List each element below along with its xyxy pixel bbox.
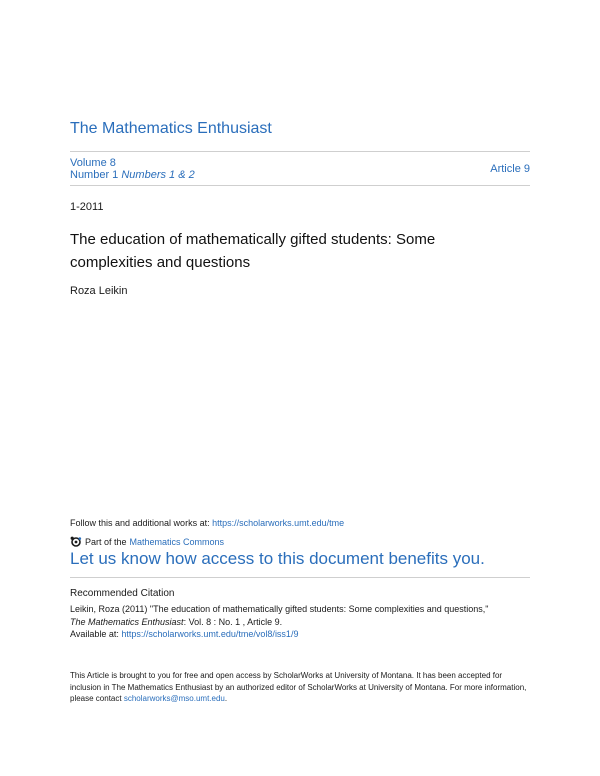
access-notice — [70, 670, 530, 705]
citation-heading: Recommended Citation — [70, 588, 175, 599]
author-name: Roza Leikin — [70, 285, 128, 297]
citation-line2 — [70, 616, 530, 629]
contact-email-link[interactable]: scholarworks@mso.umt.edu — [123, 694, 225, 703]
publication-date: 1-2011 — [70, 201, 104, 213]
citation-body — [70, 603, 530, 641]
number-link[interactable]: Number 1 — [70, 169, 119, 181]
volume-issue — [70, 157, 195, 181]
follow-url-link[interactable]: https://scholarworks.umt.edu/tme — [212, 518, 345, 528]
article-title: The education of mathematically gifted students: Some complexities and questions — [70, 231, 436, 271]
commons-network-icon — [70, 536, 82, 548]
mathematics-commons-link[interactable]: Mathematics Commons — [129, 537, 225, 547]
issue-line — [70, 169, 195, 181]
citation-line3 — [70, 628, 530, 641]
part-of-line — [70, 536, 224, 548]
divider-bottom — [70, 185, 530, 186]
citation-volinfo: : Vol. 8 : No. 1 , Article 9. — [183, 616, 283, 627]
follow-line — [70, 518, 344, 528]
let-us-know-link[interactable]: Let us know how access to this document benefits you. — [70, 549, 485, 568]
divider-citation — [70, 577, 530, 578]
part-of-prefix: Part of the — [85, 537, 127, 547]
available-url-link[interactable]: https://scholarworks.umt.edu/tme/vol8/iss1/9 — [121, 629, 299, 639]
available-prefix: Available at: — [70, 629, 122, 639]
article-link[interactable]: Article 9 — [490, 163, 530, 175]
numbers-link[interactable]: Numbers 1 & 2 — [121, 169, 195, 181]
access-notice-text: This Article is brought to you for free and open access by ScholarWorks at University of Montana. It has been accepted for inclusion in The Mathematics Enthusiast by an authorized editor of ScholarWorks at University of Montana. For more information, please contact — [70, 671, 527, 703]
journal-title-link[interactable]: The Mathematics Enthusiast — [70, 120, 272, 137]
volume-link[interactable]: Volume 8 — [70, 157, 116, 169]
divider-top — [70, 151, 530, 152]
citation-line1: Leikin, Roza (2011) "The education of mathematically gifted students: Some complexities and questions," — [70, 604, 489, 614]
follow-prefix: Follow this and additional works at: — [70, 518, 213, 528]
access-notice-end: . — [224, 694, 228, 703]
citation-journal: The Mathematics Enthusiast — [70, 616, 184, 627]
